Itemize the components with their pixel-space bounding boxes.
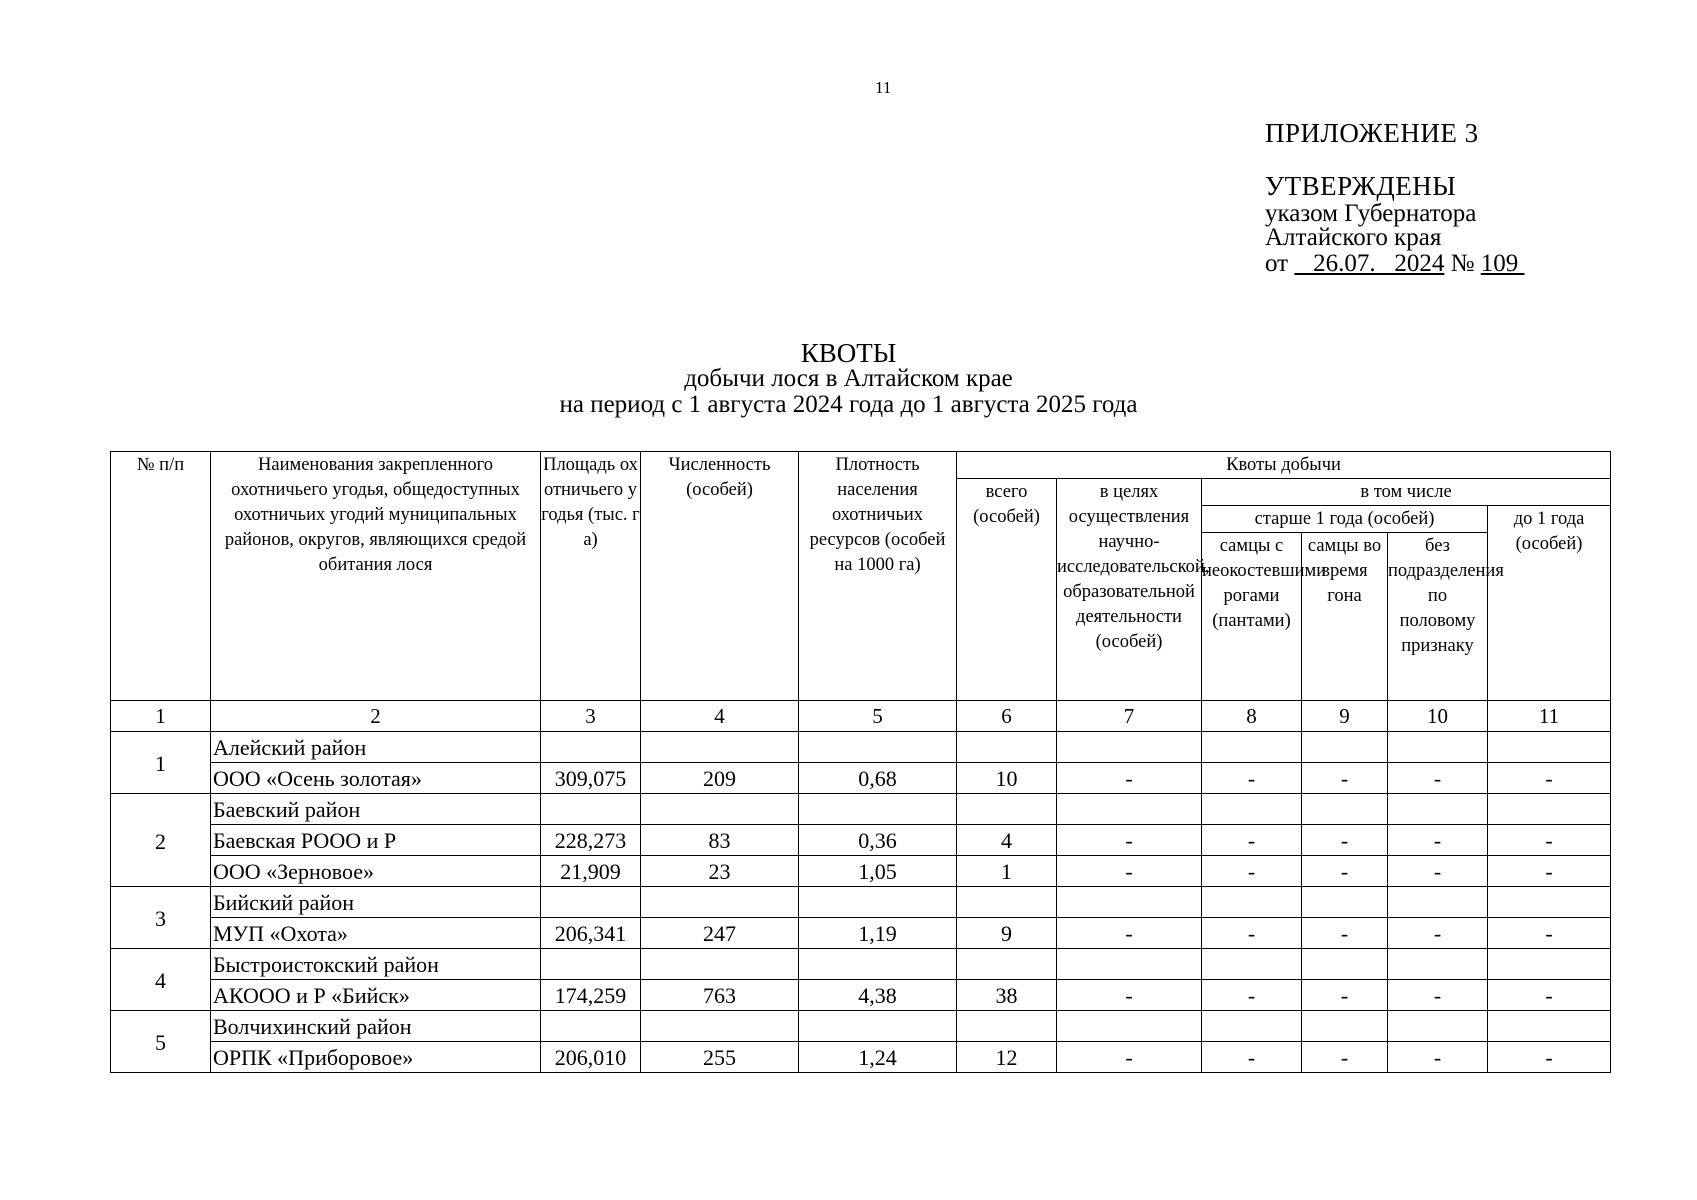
density-cell: 1,05 [799,856,957,887]
density-cell: 1,19 [799,918,957,949]
empty-cell [799,949,957,980]
district-number: 3 [111,887,211,949]
empty-cell [1302,1011,1388,1042]
density-cell: 0,68 [799,763,957,794]
under-one-cell: - [1488,763,1611,794]
empty-cell [641,949,799,980]
count-cell: 247 [641,918,799,949]
approved-by-line: указом Губернатора [1265,200,1477,227]
header-research: в целях осуществления научно-исследовательской, образовательной деятельности (особей) [1057,479,1202,701]
males-rut-cell: - [1302,1042,1388,1073]
district-row [111,887,1611,918]
area-cell: 206,341 [541,918,641,949]
under-one-cell: - [1488,1042,1611,1073]
no-sex-cell: - [1388,856,1488,887]
district-number: 2 [111,794,211,887]
date-prefix: от [1265,250,1289,277]
males-rut-cell: - [1302,763,1388,794]
column-number: 7 [1057,701,1202,732]
district-name: Быстроистокский район [211,949,541,980]
research-cell: - [1057,1042,1202,1073]
empty-cell [1488,949,1611,980]
decree-number-value: 109 [1480,250,1519,277]
density-cell: 4,38 [799,980,957,1011]
no-sex-cell: - [1388,918,1488,949]
document-title: КВОТЫ [800,338,897,368]
research-cell: - [1057,856,1202,887]
empty-cell [1057,949,1202,980]
district-name: Алейский район [211,732,541,763]
column-number: 5 [799,701,957,732]
header-area: Площадь охотничьего угодья (тыс. га) [541,452,641,701]
empty-cell [1388,887,1488,918]
header-older: старше 1 года (особей) [1202,506,1488,533]
table-row [111,763,1611,794]
header-row [111,452,1611,479]
research-cell: - [1057,918,1202,949]
document-subtitle: добычи лося в Алтайском крае [684,365,1013,392]
males-unossified-cell: - [1202,1042,1302,1073]
hunting-ground-name: АКООО и Р «Бийск» [211,980,541,1011]
empty-cell [799,1011,957,1042]
document-period: на период с 1 августа 2024 года до 1 августа 2025 года [559,391,1138,418]
table-row [111,980,1611,1011]
count-cell: 83 [641,825,799,856]
males-unossified-cell: - [1202,763,1302,794]
approved-region-line: Алтайского края [1265,224,1442,251]
empty-cell [641,732,799,763]
approved-label: УТВЕРЖДЕНЫ [1265,171,1457,201]
header-name: Наименования закрепленного охотничьего угодья, общедоступных охотничьих угодий муниципальных районов, округов, являющихся средой обитания лося [211,452,541,701]
table-row [111,825,1611,856]
males-rut-cell: - [1302,825,1388,856]
decree-date [1294,250,1444,277]
header-males-rut: самцы во время гона [1302,533,1388,701]
header-total: всего (особей) [957,479,1057,701]
hunting-ground-name: Баевская РООО и Р [211,825,541,856]
empty-cell [1202,1011,1302,1042]
column-numbers-row [111,701,1611,732]
empty-cell [957,949,1057,980]
district-name: Бийский район [211,887,541,918]
quota-table [110,451,1611,1073]
males-unossified-cell: - [1202,825,1302,856]
males-unossified-cell: - [1202,918,1302,949]
empty-cell [1388,1011,1488,1042]
empty-cell [1057,1011,1202,1042]
research-cell: - [1057,763,1202,794]
empty-cell [957,794,1057,825]
district-name: Баевский район [211,794,541,825]
area-cell: 309,075 [541,763,641,794]
header-including: в том числе [1202,479,1611,506]
area-cell: 21,909 [541,856,641,887]
under-one-cell: - [1488,918,1611,949]
column-number: 1 [111,701,211,732]
decree-date-day-month: 26.07. [1313,250,1376,277]
empty-cell [541,1011,641,1042]
no-sex-cell: - [1388,763,1488,794]
empty-cell [541,949,641,980]
hunting-ground-name: ООО «Зерновое» [211,856,541,887]
density-cell: 0,36 [799,825,957,856]
total-cell: 12 [957,1042,1057,1073]
decree-number [1481,250,1525,277]
males-rut-cell: - [1302,918,1388,949]
hunting-ground-name: МУП «Охота» [211,918,541,949]
header-quotas: Квоты добычи [957,452,1611,479]
under-one-cell: - [1488,856,1611,887]
district-number: 1 [111,732,211,794]
header-males-unossified: самцы с неокостевшими рогами (пантами) [1202,533,1302,701]
decree-date-year: 2024 [1394,250,1445,277]
decree-date-line [1265,250,1645,278]
column-number: 3 [541,701,641,732]
district-row [111,794,1611,825]
district-number: 4 [111,949,211,1011]
column-number: 10 [1388,701,1488,732]
column-number: 9 [1302,701,1388,732]
area-cell: 174,259 [541,980,641,1011]
density-cell: 1,24 [799,1042,957,1073]
empty-cell [799,794,957,825]
empty-cell [799,887,957,918]
empty-cell [1202,794,1302,825]
empty-cell [1488,1011,1611,1042]
header-no-sex: без подразделения по половому признаку [1388,533,1488,701]
empty-cell [1388,732,1488,763]
empty-cell [1202,887,1302,918]
table-row [111,918,1611,949]
empty-cell [1488,887,1611,918]
males-rut-cell: - [1302,856,1388,887]
under-one-cell: - [1488,825,1611,856]
column-number: 8 [1202,701,1302,732]
empty-cell [541,887,641,918]
total-cell: 1 [957,856,1057,887]
table-row [111,1042,1611,1073]
empty-cell [1202,949,1302,980]
header-count: Численность (особей) [641,452,799,701]
district-row [111,1011,1611,1042]
count-cell: 255 [641,1042,799,1073]
header-density: Плотность населения охотничьих ресурсов (особей на 1000 га) [799,452,957,701]
count-cell: 209 [641,763,799,794]
research-cell: - [1057,980,1202,1011]
empty-cell [1388,794,1488,825]
district-row [111,732,1611,763]
empty-cell [641,794,799,825]
empty-cell [1488,794,1611,825]
empty-cell [1057,794,1202,825]
empty-cell [541,732,641,763]
empty-cell [1302,732,1388,763]
table-row [111,856,1611,887]
area-cell: 228,273 [541,825,641,856]
no-sex-cell: - [1388,825,1488,856]
males-rut-cell: - [1302,980,1388,1011]
empty-cell [957,887,1057,918]
empty-cell [1057,732,1202,763]
count-cell: 23 [641,856,799,887]
males-unossified-cell: - [1202,980,1302,1011]
page-number: 11 [875,78,892,97]
column-number: 4 [641,701,799,732]
hunting-ground-name: ОРПК «Приборовое» [211,1042,541,1073]
empty-cell [1302,887,1388,918]
empty-cell [957,732,1057,763]
column-number: 2 [211,701,541,732]
appendix-block [1265,118,1645,278]
empty-cell [1302,794,1388,825]
no-sex-cell: - [1388,980,1488,1011]
column-number: 6 [957,701,1057,732]
district-row [111,949,1611,980]
males-unossified-cell: - [1202,856,1302,887]
empty-cell [641,887,799,918]
total-cell: 10 [957,763,1057,794]
count-cell: 763 [641,980,799,1011]
total-cell: 4 [957,825,1057,856]
empty-cell [957,1011,1057,1042]
document-heading [0,340,1697,418]
empty-cell [1057,887,1202,918]
empty-cell [799,732,957,763]
empty-cell [541,794,641,825]
header-no: № п/п [111,452,211,701]
empty-cell [1388,949,1488,980]
area-cell: 206,010 [541,1042,641,1073]
empty-cell [1488,732,1611,763]
empty-cell [641,1011,799,1042]
total-cell: 38 [957,980,1057,1011]
empty-cell [1302,949,1388,980]
district-number: 5 [111,1011,211,1073]
hunting-ground-name: ООО «Осень золотая» [211,763,541,794]
header-under-one: до 1 года (особей) [1488,506,1611,701]
number-sign: № [1450,250,1475,277]
column-number: 11 [1488,701,1611,732]
total-cell: 9 [957,918,1057,949]
appendix-title: ПРИЛОЖЕНИЕ 3 [1265,118,1479,148]
research-cell: - [1057,825,1202,856]
district-name: Волчихинский район [211,1011,541,1042]
empty-cell [1202,732,1302,763]
no-sex-cell: - [1388,1042,1488,1073]
under-one-cell: - [1488,980,1611,1011]
